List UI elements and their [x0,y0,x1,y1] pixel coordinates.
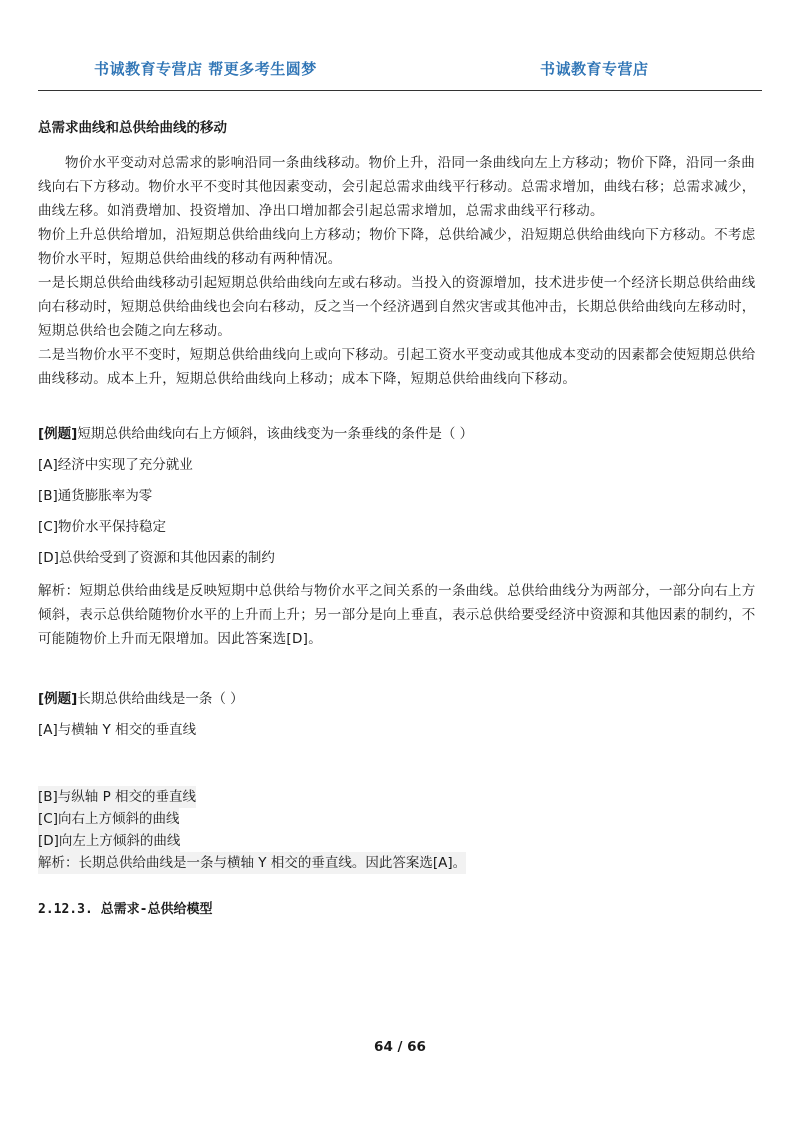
example-2-analysis: 解析：长期总供给曲线是一条与横轴 Y 相交的垂直线。因此答案选[A]。 [38,852,466,874]
question-text: 长期总供给曲线是一条（ ） [77,691,244,707]
option-d: [D]向左上方倾斜的曲线 [38,830,180,852]
paragraph-3: 一是长期总供给曲线移动引起短期总供给曲线向左或右移动。当投入的资源增加，技术进步使一个经济长期总供给曲线向右移动时，短期总供给曲线也会向右移动，反之当一个经济遇到自然灾害或其他冲击，长期总供给曲线向左移动时，短期总供给也会随之向左移动。 [38,275,756,339]
section-title: 总需求曲线和总供给曲线的移动 [38,120,227,136]
option-a: [A]与横轴 Y 相交的垂直线 [38,722,197,738]
example-1-question [38,424,764,444]
option-a: [A]经济中实现了充分就业 [38,457,193,473]
page-header [38,52,762,91]
option-d: [D]总供给受到了资源和其他因素的制约 [38,550,275,566]
question-text: 短期总供给曲线向右上方倾斜，该曲线变为一条垂线的条件是（ ） [77,426,474,442]
section-heading: 2.12.3. 总需求-总供给模型 [38,902,213,917]
option-c: [C]向右上方倾斜的曲线 [38,808,179,830]
example-1-analysis: 解析：短期总供给曲线是反映短期中总供给与物价水平之间关系的一条曲线。总供给曲线分为两部分，一部分向右上方倾斜，表示总供给随物价水平的上升而上升；另一部分是向上垂直，表示总供给要受经济中资源和其他因素的制约，不可能随物价上升而无限增加。因此答案选[D]。 [38,583,756,647]
page-number: 64 / 66 [374,1039,426,1055]
page-content [38,118,764,917]
option-b: [B]与纵轴 P 相交的垂直线 [38,786,196,808]
option-c: [C]物价水平保持稳定 [38,519,166,535]
paragraph-1: 物价水平变动对总需求的影响沿同一条曲线移动。物价上升，沿同一条曲线向左上方移动；物价下降，沿同一条曲线向右下方移动。物价水平不变时其他因素变动，会引起总需求曲线平行移动。总需求增加，曲线右移；总需求减少，曲线左移。如消费增加、投资增加、净出口增加都会引起总需求增加，总需求曲线平行移动。 [38,155,756,219]
option-b: [B]通货膨胀率为零 [38,488,153,504]
header-right-text: 书诚教育专营店 [540,60,649,78]
example-2-question [38,689,764,709]
example-tag: [例题] [38,426,78,442]
paragraph-2: 物价上升总供给增加，沿短期总供给曲线向上方移动；物价下降，总供给减少，沿短期总供给曲线向下方移动。不考虑物价水平时，短期总供给曲线的移动有两种情况。 [38,227,756,267]
paragraph-4: 二是当物价水平不变时，短期总供给曲线向上或向下移动。引起工资水平变动或其他成本变动的因素都会使短期总供给曲线移动。成本上升，短期总供给曲线向上移动；成本下降，短期总供给曲线向下移动。 [38,347,756,387]
header-left-text: 书诚教育专营店 帮更多考生圆梦 [94,60,317,78]
example-tag: [例题] [38,691,78,707]
